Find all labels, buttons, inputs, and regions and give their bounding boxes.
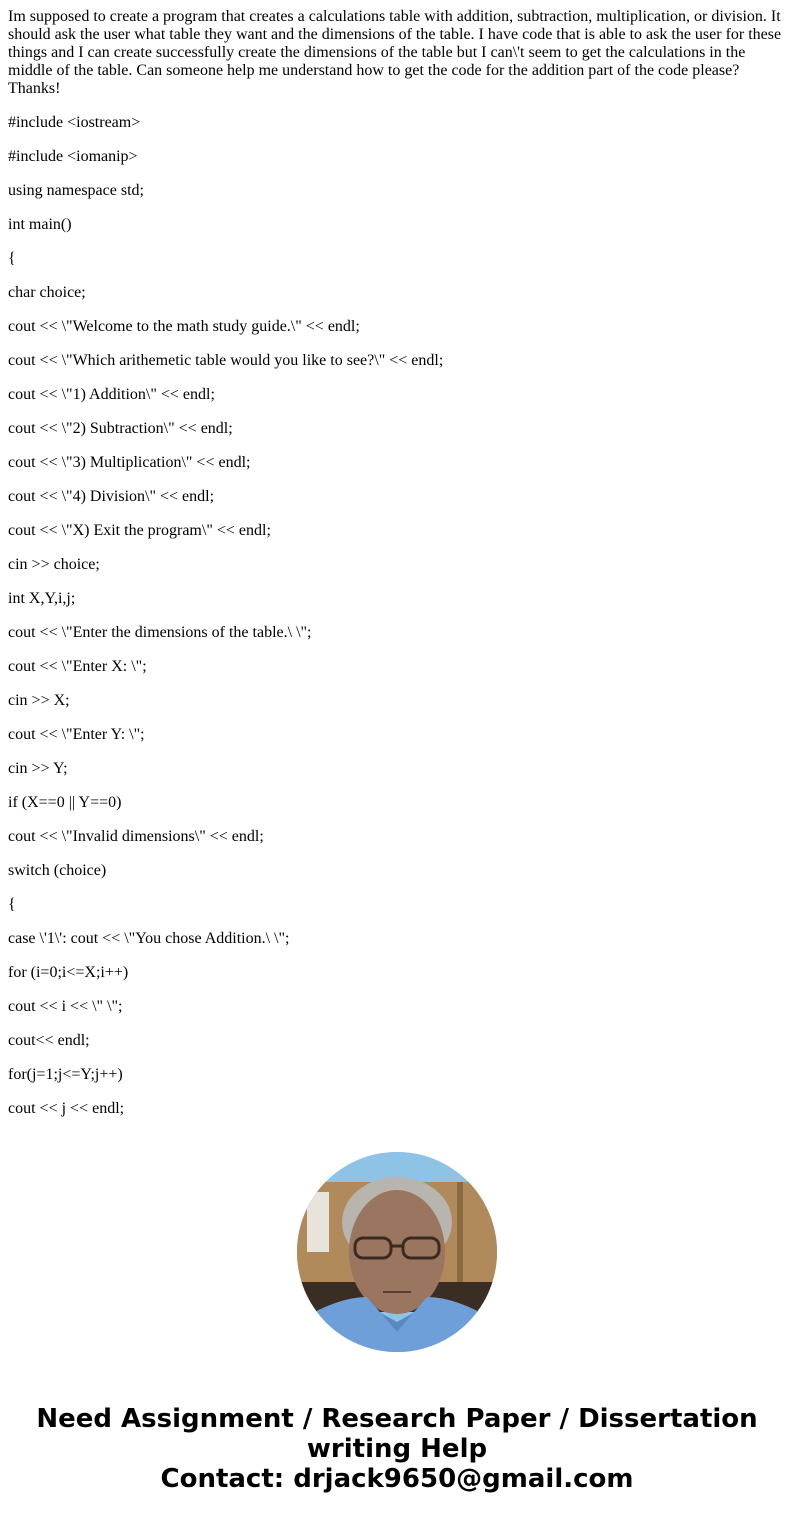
code-line: cin >> Y; bbox=[8, 760, 68, 777]
code-line: cout << \"2) Subtraction\" << endl; bbox=[8, 420, 233, 437]
code-line: int main() bbox=[8, 216, 72, 233]
code-line: cout << \"Welcome to the math study guide.\" << endl; bbox=[8, 318, 360, 335]
advert-line-1: Need Assignment / Research Paper / Dissertation bbox=[36, 1404, 758, 1434]
code-line: if (X==0 || Y==0) bbox=[8, 794, 122, 811]
code-line: { bbox=[8, 250, 16, 267]
code-line: cout << \"1) Addition\" << endl; bbox=[8, 386, 215, 403]
code-line: cout << \"3) Multiplication\" << endl; bbox=[8, 454, 251, 471]
code-line: case \'1\': cout << \"You chose Addition.\ \"; bbox=[8, 930, 290, 947]
code-line: cin >> X; bbox=[8, 692, 70, 709]
code-line: cout << \"Enter Y: \"; bbox=[8, 726, 145, 743]
code-line: int X,Y,i,j; bbox=[8, 590, 76, 607]
code-line: cout << \"X) Exit the program\" << endl; bbox=[8, 522, 271, 539]
code-line: #include <iomanip> bbox=[8, 148, 138, 165]
code-line: cout << i << \" \"; bbox=[8, 998, 123, 1015]
advertisement-banner bbox=[0, 1404, 794, 1524]
code-line: char choice; bbox=[8, 284, 86, 301]
advert-contact: Contact: drjack9650@gmail.com bbox=[160, 1464, 634, 1494]
question-text: Im supposed to create a program that creates a calculations table with addition, subtraction, multiplication, or division. It should ask the user what table they want and the dimensions of the table. I have code that is able to ask the user for these things and I can create successfully create the dimensions of the table but I can\'t seem to get the calculations in the middle of the table. Can someone help me understand how to get the code for the addition part of the code please? Thanks! bbox=[8, 8, 782, 97]
advert-line-2: writing Help bbox=[306, 1434, 488, 1464]
code-line: #include <iostream> bbox=[8, 114, 141, 131]
author-avatar bbox=[297, 1152, 497, 1352]
code-line: cout << \"Enter the dimensions of the table.\ \"; bbox=[8, 624, 312, 641]
code-line: for (i=0;i<=X;i++) bbox=[8, 964, 129, 981]
person-photo-icon bbox=[297, 1152, 497, 1352]
code-line: cin >> choice; bbox=[8, 556, 100, 573]
code-line: cout << \"Invalid dimensions\" << endl; bbox=[8, 828, 264, 845]
author-avatar-container bbox=[0, 1152, 794, 1352]
code-line: using namespace std; bbox=[8, 182, 144, 199]
code-line: for(j=1;j<=Y;j++) bbox=[8, 1066, 123, 1083]
code-line: cout<< endl; bbox=[8, 1032, 90, 1049]
code-line: { bbox=[8, 896, 16, 913]
code-line: switch (choice) bbox=[8, 862, 107, 879]
code-line: cout << \"Enter X: \"; bbox=[8, 658, 147, 675]
code-line: cout << \"4) Division\" << endl; bbox=[8, 488, 215, 505]
code-block bbox=[8, 114, 786, 1118]
code-line: cout << j << endl; bbox=[8, 1100, 125, 1117]
code-line: cout << \"Which arithemetic table would you like to see?\" << endl; bbox=[8, 352, 444, 369]
